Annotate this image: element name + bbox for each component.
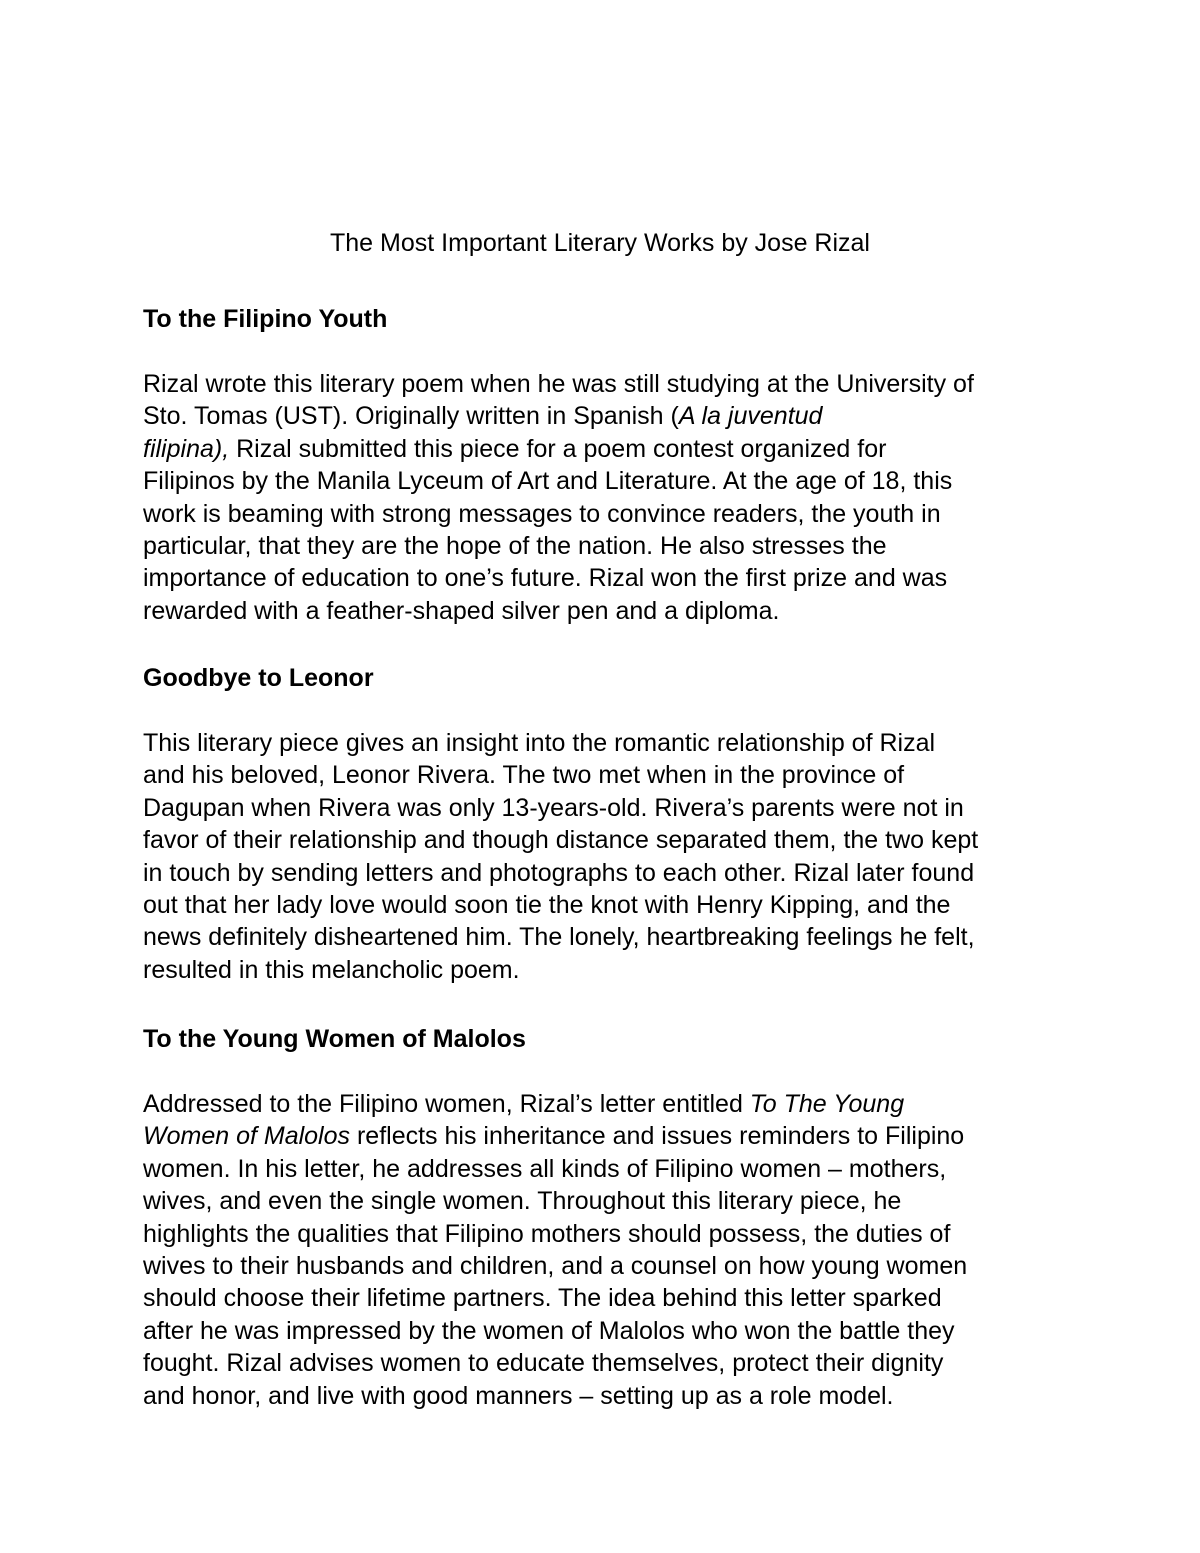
section-paragraph bbox=[143, 368, 1083, 627]
section-heading: Goodbye to Leonor bbox=[143, 664, 374, 692]
paragraph-text: particular, that they are the hope of the nation. He also stresses the bbox=[143, 532, 887, 561]
paragraph-text: Dagupan when Rivera was only 13-years-old. Rivera’s parents were not in bbox=[143, 793, 964, 822]
section-paragraph bbox=[143, 727, 1083, 986]
paragraph-text: in touch by sending letters and photographs to each other. Rizal later found bbox=[143, 858, 975, 887]
paragraph-text: fought. Rizal advises women to educate themselves, protect their dignity bbox=[143, 1349, 944, 1378]
paragraph-text: Filipinos by the Manila Lyceum of Art and Literature. At the age of 18, this bbox=[143, 467, 953, 496]
italic-title-text: A la juventud bbox=[678, 402, 823, 431]
section-goodbye-to-leonor bbox=[143, 660, 1083, 986]
paragraph-text: Addressed to the Filipino women, Rizal’s letter entitled bbox=[143, 1090, 750, 1118]
section-to-the-filipino-youth bbox=[143, 301, 1083, 627]
paragraph-text: favor of their relationship and though distance separated them, the two kept bbox=[143, 826, 979, 855]
paragraph-text: Sto. Tomas (UST). Originally written in Spanish ( bbox=[143, 402, 679, 431]
paragraph-text: Rizal wrote this literary poem when he was still studying at the University of bbox=[143, 370, 974, 398]
paragraph-text: women. In his letter, he addresses all kinds of Filipino women – mothers, bbox=[143, 1154, 947, 1183]
section-heading: To the Filipino Youth bbox=[143, 305, 388, 333]
paragraph-text: resulted in this melancholic poem. bbox=[143, 955, 520, 984]
italic-title-text: To The Young bbox=[749, 1090, 905, 1118]
paragraph-text: Rizal submitted this piece for a poem contest organized for bbox=[229, 434, 887, 463]
paragraph-text: This literary piece gives an insight into the romantic relationship of Rizal bbox=[143, 729, 936, 757]
paragraph-text: out that her lady love would soon tie the knot with Henry Kipping, and the bbox=[143, 891, 951, 920]
paragraph-text: and honor, and live with good manners – setting up as a role model. bbox=[143, 1381, 894, 1410]
paragraph-text: work is beaming with strong messages to convince readers, the youth in bbox=[143, 499, 941, 528]
document-title: The Most Important Literary Works by Jose Rizal bbox=[330, 229, 870, 257]
section-to-the-young-women-of-malolos bbox=[143, 1021, 1083, 1412]
paragraph-text: after he was impressed by the women of Malolos who won the battle they bbox=[143, 1316, 955, 1345]
paragraph-text: wives, and even the single women. Throughout this literary piece, he bbox=[143, 1187, 902, 1216]
paragraph-text: and his beloved, Leonor Rivera. The two met when in the province of bbox=[143, 761, 905, 790]
paragraph-text: importance of education to one’s future. Rizal won the first prize and was bbox=[143, 564, 948, 593]
section-paragraph bbox=[143, 1088, 1083, 1412]
paragraph-text: rewarded with a feather-shaped silver pen and a diploma. bbox=[143, 596, 780, 625]
paragraph-text: reflects his inheritance and issues reminders to Filipino bbox=[350, 1122, 965, 1151]
italic-title-text: filipina), bbox=[143, 434, 230, 463]
section-heading: To the Young Women of Malolos bbox=[143, 1025, 526, 1053]
paragraph-text: wives to their husbands and children, and a counsel on how young women bbox=[143, 1252, 968, 1281]
italic-title-text: Women of Malolos bbox=[143, 1122, 351, 1151]
paragraph-text: should choose their lifetime partners. The idea behind this letter sparked bbox=[143, 1284, 942, 1313]
paragraph-text: highlights the qualities that Filipino mothers should possess, the duties of bbox=[143, 1219, 951, 1248]
paragraph-text: news definitely disheartened him. The lonely, heartbreaking feelings he felt, bbox=[143, 923, 975, 952]
